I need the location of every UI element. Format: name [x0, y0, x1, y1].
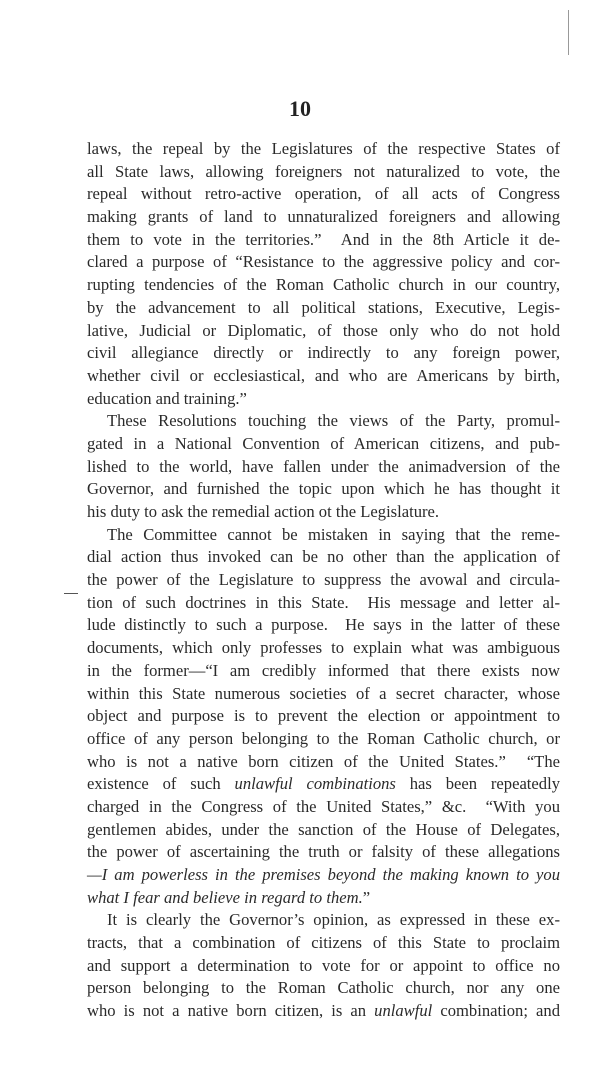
text-line — [87, 410, 560, 433]
text-line — [87, 569, 560, 592]
italic-text: what I fear and believe in regard to them. — [87, 887, 363, 907]
text-line — [87, 183, 560, 206]
text-line — [87, 819, 560, 842]
text-segment: clared a purpose of “Resistance to the aggressive policy and cor- — [87, 252, 560, 272]
text-line — [87, 161, 560, 184]
text-segment: charged in the Congress of the United States,” &c. “With you — [87, 796, 560, 816]
text-line — [87, 365, 560, 388]
text-line — [87, 773, 560, 796]
text-segment: who is not a native born citizen of the United States.” “The — [87, 751, 560, 771]
text-segment: within this State numerous societies of a secret character, whose — [87, 683, 560, 703]
text-line — [87, 229, 560, 252]
text-line — [87, 614, 560, 637]
text-line — [87, 524, 560, 547]
text-segment: making grants of land to unnaturalized foreigners and allowing — [87, 207, 560, 227]
text-segment: tracts, that a combination of citizens of this State to proclaim — [87, 933, 560, 953]
body-text — [87, 138, 560, 1023]
text-line — [87, 297, 560, 320]
text-line — [87, 955, 560, 978]
text-segment: gentlemen abides, under the sanction of the House of Delegates, — [87, 819, 560, 839]
text-segment: lude distinctly to such a purpose. He says in the latter of these — [87, 615, 560, 635]
text-segment: gated in a National Convention of American citizens, and pub- — [87, 433, 560, 453]
text-segment: who is not a native born citizen, is an — [87, 1001, 375, 1021]
text-segment: lished to the world, have fallen under the animadversion of the — [87, 456, 560, 476]
text-segment: office of any person belonging to the Roman Catholic church, or — [87, 728, 560, 748]
text-segment: education and training.” — [87, 388, 247, 408]
text-line — [87, 592, 560, 615]
text-line — [87, 433, 560, 456]
text-line — [87, 1000, 560, 1023]
text-segment: repeal without retro-active operation, of all acts of Congress — [87, 184, 560, 204]
text-line — [87, 342, 560, 365]
text-segment: person belonging to the Roman Catholic church, nor any one — [87, 978, 560, 998]
text-segment: documents, which only professes to explain what was ambiguous — [87, 638, 560, 658]
text-line — [87, 932, 560, 955]
italic-text: —I am powerless in the premises beyond the making known to you — [87, 865, 560, 884]
text-line — [87, 546, 560, 569]
text-line — [87, 251, 560, 274]
text-segment: his duty to ask the remedial action ot the Legislature. — [87, 502, 440, 521]
text-line — [87, 864, 560, 887]
text-segment: rupting tendencies of the Roman Catholic church in our country, — [87, 275, 560, 295]
text-line — [87, 705, 560, 728]
page-number: 10 — [289, 96, 311, 121]
text-line — [87, 887, 560, 910]
text-segment: in the former—“I am credibly informed that there exists now — [87, 660, 560, 680]
text-segment: existence of such — [87, 774, 235, 794]
text-line — [87, 796, 560, 819]
text-segment: combination; and — [432, 1001, 560, 1021]
text-segment: object and purpose is to prevent the election or appointment to — [87, 706, 560, 726]
text-line — [87, 660, 560, 683]
text-segment: by the advancement to all political stations, Executive, Legis- — [87, 297, 560, 317]
text-line — [87, 274, 560, 297]
text-segment: the power of ascertaining the truth or falsity of these allegations — [87, 842, 560, 862]
text-segment: laws, the repeal by the Legislatures of the respective States of — [87, 139, 560, 158]
text-line — [87, 728, 560, 751]
text-segment: ” — [362, 887, 371, 907]
text-line — [87, 501, 560, 524]
text-segment: and support a determination to vote for or appoint to office no — [87, 955, 560, 975]
text-line — [87, 977, 560, 1000]
text-segment: has been repeatedly — [395, 774, 560, 794]
text-line — [87, 320, 560, 343]
margin-mark — [568, 10, 569, 55]
text-segment: the power of the Legislature to suppress the avowal and circula- — [87, 570, 560, 590]
text-segment: The Committee cannot be mistaken in saying that the reme- — [107, 524, 560, 544]
text-line — [87, 841, 560, 864]
italic-text: unlawful — [374, 1001, 433, 1021]
text-line — [87, 683, 560, 706]
text-line — [87, 388, 560, 411]
text-segment: all State laws, allowing foreigners not naturalized to vote, the — [87, 161, 560, 181]
text-line — [87, 456, 560, 479]
text-line — [87, 478, 560, 501]
italic-text: unlawful combinations — [234, 774, 396, 794]
text-segment: tion of such doctrines in this State. His message and letter al- — [87, 592, 560, 612]
text-segment: whether civil or ecclesiastical, and who are Americans by birth, — [87, 365, 560, 385]
text-segment: civil allegiance directly or indirectly to any foreign power, — [87, 343, 560, 363]
text-segment: It is clearly the Governor’s opinion, as expressed in these ex- — [107, 910, 560, 930]
text-segment: lative, Judicial or Diplomatic, of those only who do not hold — [87, 320, 560, 340]
text-segment: them to vote in the territories.” And in the 8th Article it de- — [87, 229, 560, 249]
text-segment: dial action thus invoked can be no other than the application of — [87, 547, 560, 567]
margin-mark — [64, 593, 78, 594]
text-line — [87, 206, 560, 229]
text-line — [87, 637, 560, 660]
text-line — [87, 138, 560, 161]
text-line — [87, 751, 560, 774]
text-line — [87, 909, 560, 932]
text-segment: These Resolutions touching the views of the Party, promul- — [107, 411, 560, 431]
text-segment: Governor, and furnished the topic upon which he has thought it — [87, 479, 560, 499]
